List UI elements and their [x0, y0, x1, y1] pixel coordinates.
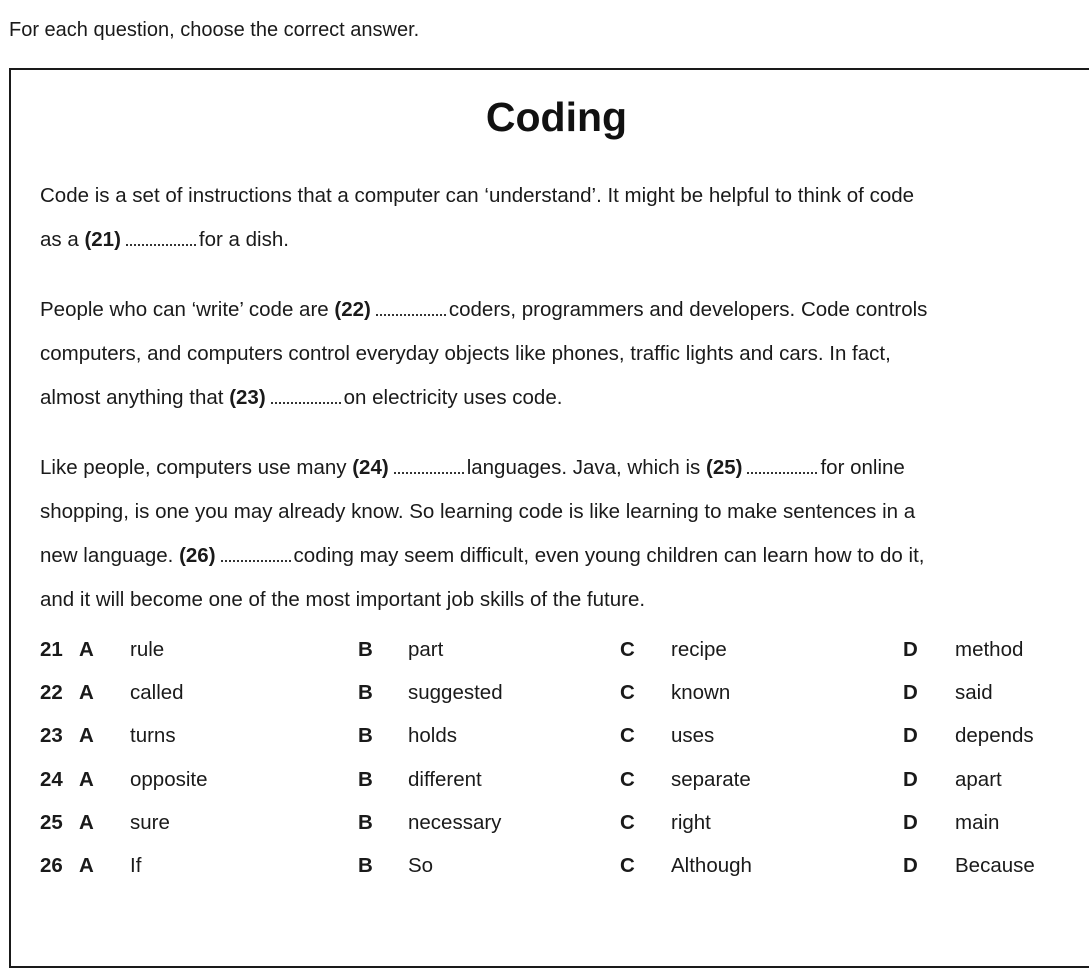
option-d[interactable]: main: [955, 810, 1000, 834]
question-row-22: [40, 671, 1080, 714]
option-letter-b: B: [358, 724, 373, 748]
question-number: 26: [40, 853, 63, 877]
option-letter-c: C: [620, 638, 635, 661]
paragraph-line: [40, 446, 1080, 490]
paragraph-line: [40, 288, 1080, 332]
text-segment: for a dish.: [198, 228, 289, 251]
gap-24[interactable]: [394, 462, 464, 474]
option-letter-c: C: [620, 853, 635, 877]
question-row-21: [40, 628, 1080, 671]
option-c[interactable]: separate: [671, 767, 751, 791]
option-c[interactable]: recipe: [671, 638, 727, 661]
option-letter-d: D: [903, 681, 918, 705]
text-segment: Like people, computers use many: [40, 456, 347, 479]
option-b[interactable]: part: [408, 638, 444, 661]
paragraph-1: [40, 174, 1080, 262]
question-number: 22: [40, 681, 63, 705]
option-letter-a: A: [79, 638, 94, 661]
text-segment: on electricity uses code.: [343, 386, 563, 409]
option-c[interactable]: right: [671, 810, 711, 834]
text-segment: new language.: [40, 544, 174, 567]
paragraph-line: Code is a set of instructions that a computer can ‘understand’. It might be helpful to think of code: [40, 184, 915, 207]
option-d[interactable]: depends: [955, 724, 1034, 748]
option-letter-a: A: [79, 724, 94, 748]
page-title: Coding: [485, 94, 628, 140]
gap-26[interactable]: [221, 550, 291, 562]
gap-25[interactable]: [747, 462, 817, 474]
option-b[interactable]: different: [408, 767, 482, 791]
gap-number-25: (25): [706, 456, 743, 479]
option-a[interactable]: called: [130, 681, 184, 705]
gap-number-22: (22): [334, 298, 371, 321]
option-a[interactable]: sure: [130, 810, 170, 834]
option-a[interactable]: If: [130, 853, 142, 877]
option-letter-b: B: [358, 681, 373, 705]
option-letter-b: B: [358, 810, 373, 834]
option-d[interactable]: apart: [955, 767, 1002, 791]
option-letter-d: D: [903, 810, 918, 834]
option-d[interactable]: method: [955, 638, 1024, 661]
option-letter-d: D: [903, 638, 918, 661]
option-letter-a: A: [79, 810, 94, 834]
paragraph-2: [40, 288, 1080, 420]
text-segment: almost anything that: [40, 386, 224, 409]
gap-21[interactable]: [126, 234, 196, 246]
option-letter-d: D: [903, 724, 918, 748]
option-letter-c: C: [620, 767, 635, 791]
question-number: 24: [40, 767, 63, 791]
question-row-25: [40, 801, 1080, 844]
gap-number-21: (21): [84, 228, 121, 251]
option-letter-b: B: [358, 638, 373, 661]
paragraph-line: [40, 534, 1080, 578]
question-number: 23: [40, 724, 63, 748]
option-letter-a: A: [79, 853, 94, 877]
text-segment: People who can ‘write’ code are: [40, 298, 329, 321]
text-segment: languages. Java, which is: [466, 456, 701, 479]
option-a[interactable]: rule: [130, 638, 165, 661]
question-row-26: [40, 844, 1080, 887]
option-b[interactable]: necessary: [408, 810, 502, 834]
option-b[interactable]: So: [408, 853, 434, 877]
option-d[interactable]: said: [955, 681, 993, 705]
paragraph-line: [40, 218, 1080, 262]
gap-22[interactable]: [376, 304, 446, 316]
paragraph-3: [40, 446, 1080, 622]
question-number: 25: [40, 810, 63, 834]
paragraph-line: [40, 376, 1080, 420]
question-row-23: [40, 714, 1080, 757]
option-letter-d: D: [903, 767, 918, 791]
option-c[interactable]: known: [671, 681, 731, 705]
paragraph-line: shopping, is one you may already know. So learning code is like learning to make sentences in a: [40, 500, 916, 523]
paragraph-line: computers, and computers control everyday objects like phones, traffic lights and cars. In fact,: [40, 342, 891, 365]
paragraph-line: and it will become one of the most important job skills of the future.: [40, 588, 646, 611]
answer-options: [40, 628, 1080, 887]
option-a[interactable]: turns: [130, 724, 176, 748]
option-letter-c: C: [620, 681, 635, 705]
question-row-24: [40, 758, 1080, 801]
option-letter-b: B: [358, 767, 373, 791]
text-segment: for online: [820, 456, 905, 479]
question-number: 21: [40, 638, 63, 661]
gap-number-26: (26): [179, 544, 216, 567]
instruction-text: For each question, choose the correct answer.: [9, 19, 420, 41]
option-letter-b: B: [358, 853, 373, 877]
gap-number-23: (23): [229, 386, 266, 409]
text-segment: coding may seem difficult, even young children can learn how to do it,: [293, 544, 925, 567]
option-c[interactable]: uses: [671, 724, 715, 748]
option-letter-c: C: [620, 724, 635, 748]
option-a[interactable]: opposite: [130, 767, 208, 791]
option-letter-a: A: [79, 767, 94, 791]
text-segment: coders, programmers and developers. Code controls: [448, 298, 928, 321]
option-letter-a: A: [79, 681, 94, 705]
gap-23[interactable]: [271, 392, 341, 404]
option-d[interactable]: Because: [955, 853, 1035, 877]
option-letter-d: D: [903, 853, 918, 877]
option-b[interactable]: holds: [408, 724, 458, 748]
text-segment: as a: [40, 228, 79, 251]
gap-number-24: (24): [352, 456, 389, 479]
option-b[interactable]: suggested: [408, 681, 503, 705]
option-letter-c: C: [620, 810, 635, 834]
option-c[interactable]: Although: [671, 853, 752, 877]
